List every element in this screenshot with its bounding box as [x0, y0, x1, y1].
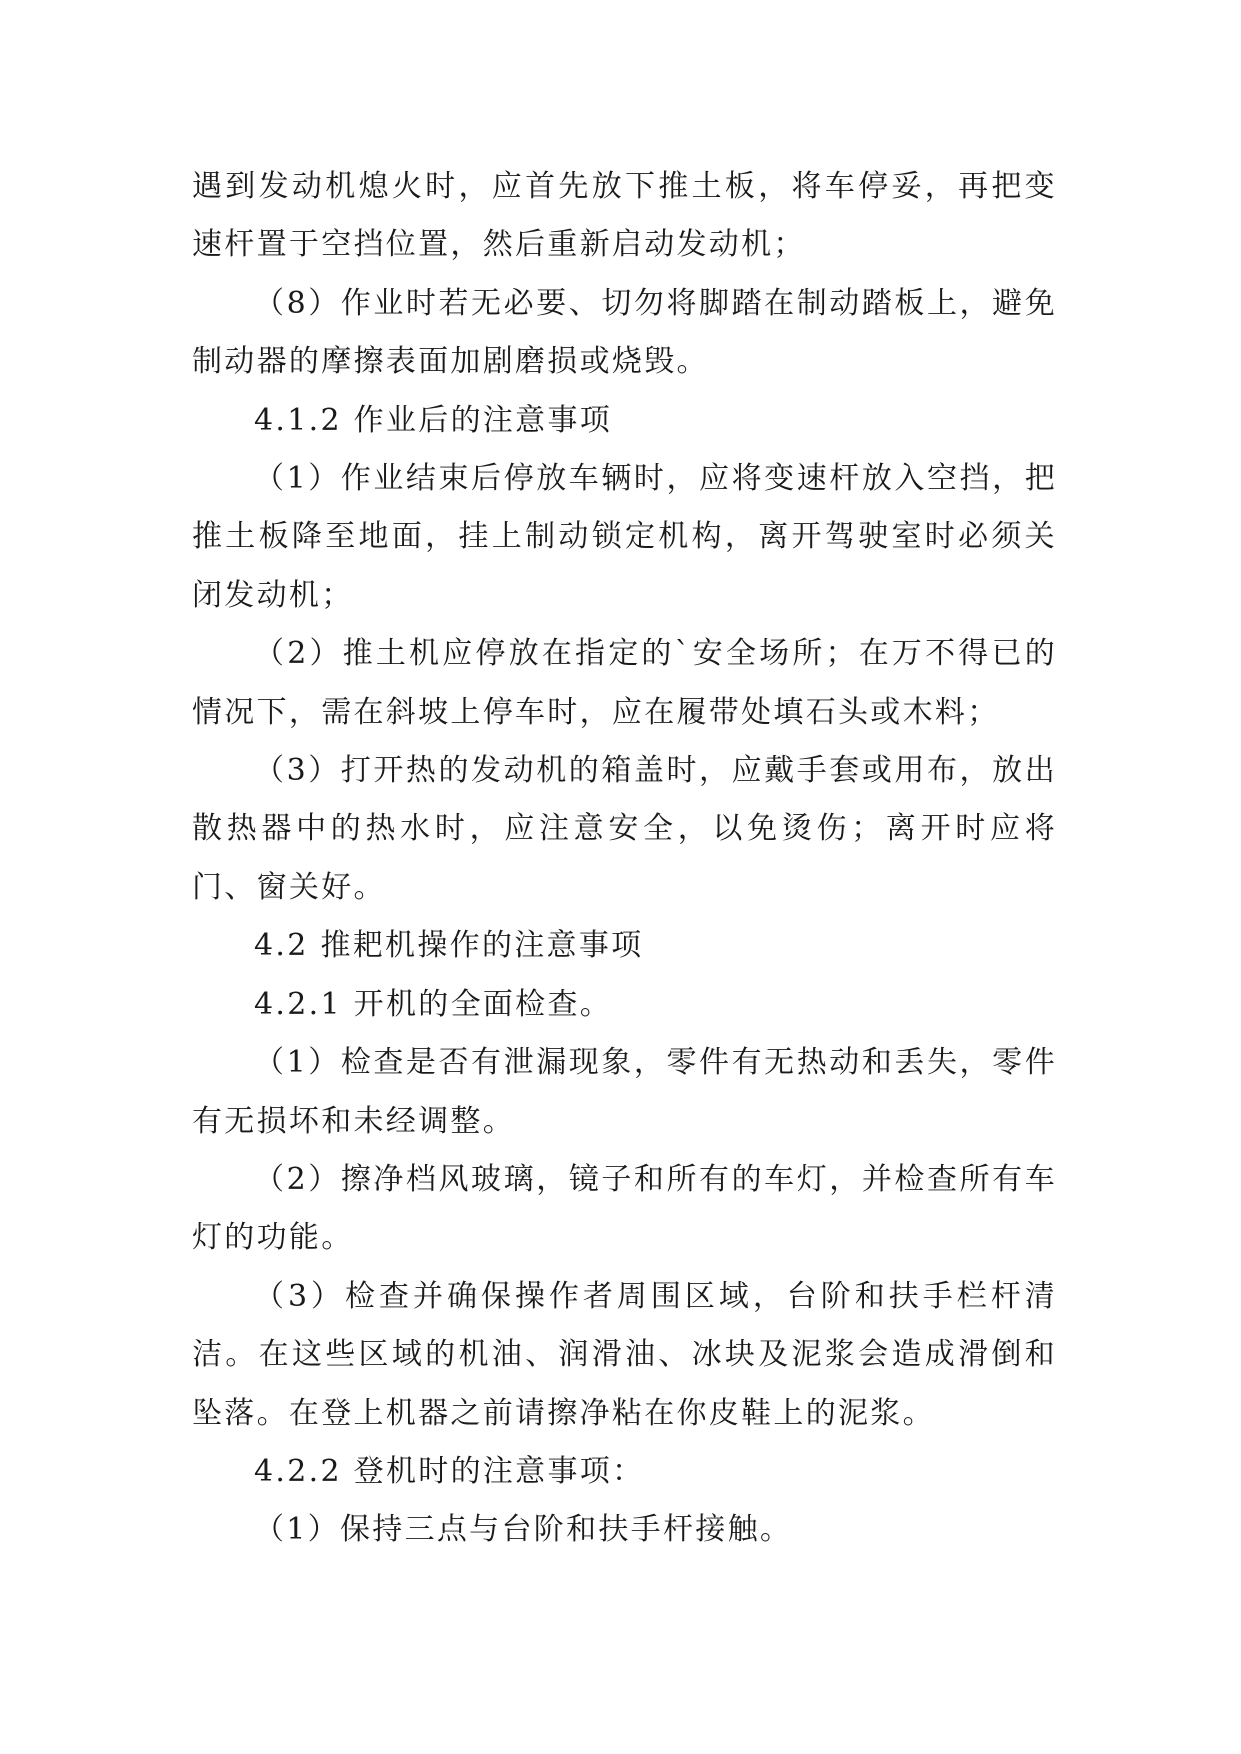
- section-heading-4-2-2: 4.2.2 登机时的注意事项：: [254, 1453, 645, 1489]
- list-item-2: （2）擦净档风玻璃，镜子和所有的车灯，并检查所有车灯的功能。: [192, 1161, 1057, 1256]
- list-item-3: （3）检查并确保操作者周围区域，台阶和扶手栏杆清洁。在这些区域的机油、润滑油、冰块及泥浆会造成滑倒和坠落。在登上机器之前请擦净粘在你皮鞋上的泥浆。: [192, 1278, 1057, 1431]
- list-item-8: （8）作业时若无必要、切勿将脚踏在制动踏板上，避免制动器的摩擦表面加剧磨损或烧毁。: [192, 285, 1057, 380]
- document-body: [192, 158, 1057, 1560]
- list-item-3: （3）打开热的发动机的箱盖时，应戴手套或用布，放出散热器中的热水时，应注意安全，以免烫伤；离开时应将门、窗关好。: [192, 753, 1057, 905]
- section-heading-4-1-2: 4.1.2 作业后的注意事项: [254, 402, 613, 438]
- list-item-2: （2）推土机应停放在指定的`安全场所；在万不得已的情况下，需在斜坡上停车时，应在履带处填石头或木料；: [192, 636, 1057, 730]
- paragraph-continuation: 遇到发动机熄火时，应首先放下推土板，将车停妥，再把变速杆置于空挡位置，然后重新启动发动机；: [192, 169, 1057, 263]
- section-heading-4-2-1: 4.2.1 开机的全面检查。: [254, 986, 613, 1022]
- list-item-1: （1）作业结束后停放车辆时，应将变速杆放入空挡，把推土板降至地面，挂上制动锁定机构，离开驾驶室时必须关闭发动机；: [192, 461, 1057, 613]
- list-item-1: （1）保持三点与台阶和扶手杆接触。: [254, 1512, 793, 1548]
- section-heading-4-2: 4.2 推耙机操作的注意事项: [254, 928, 644, 964]
- list-item-1: （1）检查是否有泄漏现象，零件有无热动和丢失，零件有无损坏和未经调整。: [192, 1045, 1057, 1139]
